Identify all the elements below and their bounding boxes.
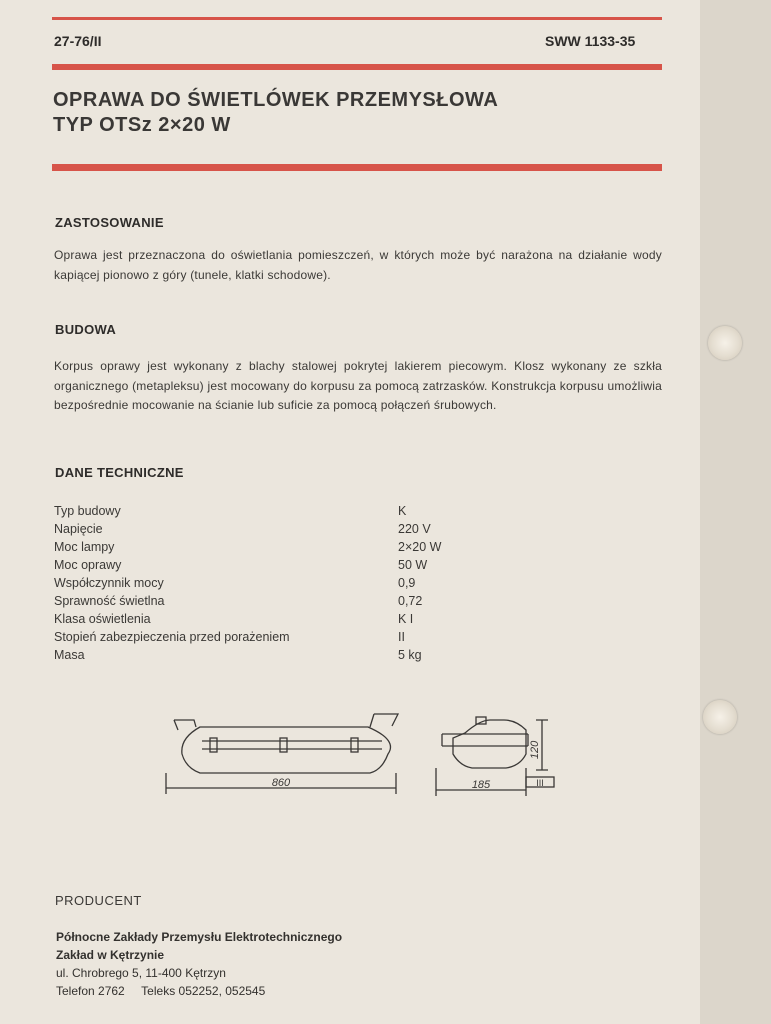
front-view-bracket-left — [174, 720, 196, 730]
spec-value: 50 W — [398, 558, 428, 572]
producer-address: ul. Chrobrego 5, 11-400 Kętrzyn — [56, 966, 226, 980]
spec-value: K — [398, 504, 407, 518]
spec-value: K I — [398, 612, 414, 626]
spec-label: Masa — [54, 648, 85, 662]
header-rule — [52, 64, 662, 70]
spec-label: Sprawność świetlna — [54, 594, 165, 608]
spec-label: Typ budowy — [54, 504, 121, 518]
spec-row — [54, 592, 554, 610]
spec-row — [54, 520, 554, 538]
spec-label: Moc lampy — [54, 540, 115, 554]
binder-hole-upper — [708, 326, 742, 360]
front-view-clip-2 — [280, 738, 287, 752]
spec-label: Klasa oświetlenia — [54, 612, 151, 626]
producer-heading: PRODUCENT — [55, 893, 142, 908]
front-view-bracket-right — [370, 714, 398, 727]
spec-row — [54, 538, 554, 556]
spec-row — [54, 574, 554, 592]
spec-value: 2×20 W — [398, 540, 442, 554]
side-view-rail — [442, 734, 528, 746]
section-heading-budowa: BUDOWA — [55, 322, 117, 337]
spec-row — [54, 556, 554, 574]
front-view-body — [182, 727, 391, 773]
page-title-line1: OPRAWA DO ŚWIETLÓWEK PRZEMYSŁOWA — [53, 89, 499, 111]
spec-label: Stopień zabezpieczenia przed porażeniem — [54, 630, 290, 644]
spec-label: Moc oprawy — [54, 558, 122, 572]
producer-branch: Zakład w Kętrzynie — [56, 948, 165, 962]
dim-width-label: 185 — [471, 779, 491, 791]
top-rule — [52, 17, 662, 20]
section-heading-zastosowanie: ZASTOSOWANIE — [55, 215, 164, 230]
section-text-zastosowanie: Oprawa jest przeznaczona do oświetlania pomieszczeń, w których może być narażona na działanie wody kapiącej pionowo z góry (tunele, klatki schodowe). — [54, 248, 662, 282]
section-heading-dane: DANE TECHNICZNE — [55, 465, 184, 480]
document-code-right: SWW 1133-35 — [545, 33, 636, 49]
front-view-clip-3 — [351, 738, 358, 752]
title-rule — [52, 164, 662, 171]
front-view-clip-1 — [210, 738, 217, 752]
document-code-left: 27-76/II — [54, 33, 102, 49]
luminaire-drawing — [160, 710, 720, 810]
producer-name: Północne Zakłady Przemysłu Elektrotechnicznego — [56, 930, 343, 944]
spec-row — [54, 610, 554, 628]
producer-contact: Telefon 2762 Teleks 052252, 052545 — [56, 984, 266, 998]
spec-value: 0,9 — [398, 576, 416, 590]
page-title-line2: TYP OTSz 2×20 W — [53, 114, 231, 136]
spec-row — [54, 646, 554, 664]
binder-hole-lower — [703, 700, 737, 734]
spec-label: Współczynnik mocy — [54, 576, 164, 590]
spec-row — [54, 502, 554, 520]
symbol-label: III — [536, 778, 544, 788]
dim-height-label: 120 — [529, 740, 541, 760]
spec-row — [54, 628, 554, 646]
section-text-budowa: Korpus oprawy jest wykonany z blachy stalowej pokrytej lakierem piecowym. Klosz wykonany ze szkła organicznego (metapleksu) jest mocowany do korpusu za pomocą zatrzasków. Konstrukcja korpusu umożliwia bezpośrednie mocowanie na ścianie lub suficie za pomocą połączeń śrubowych. — [54, 359, 662, 412]
spec-value: II — [398, 630, 405, 644]
spec-value: 220 V — [398, 522, 431, 536]
dim-length-label: 860 — [271, 777, 291, 789]
spec-value: 0,72 — [398, 594, 423, 608]
side-view-body — [453, 720, 526, 768]
front-view-rail — [202, 741, 382, 749]
spec-value: 5 kg — [398, 648, 422, 662]
spec-label: Napięcie — [54, 522, 103, 536]
